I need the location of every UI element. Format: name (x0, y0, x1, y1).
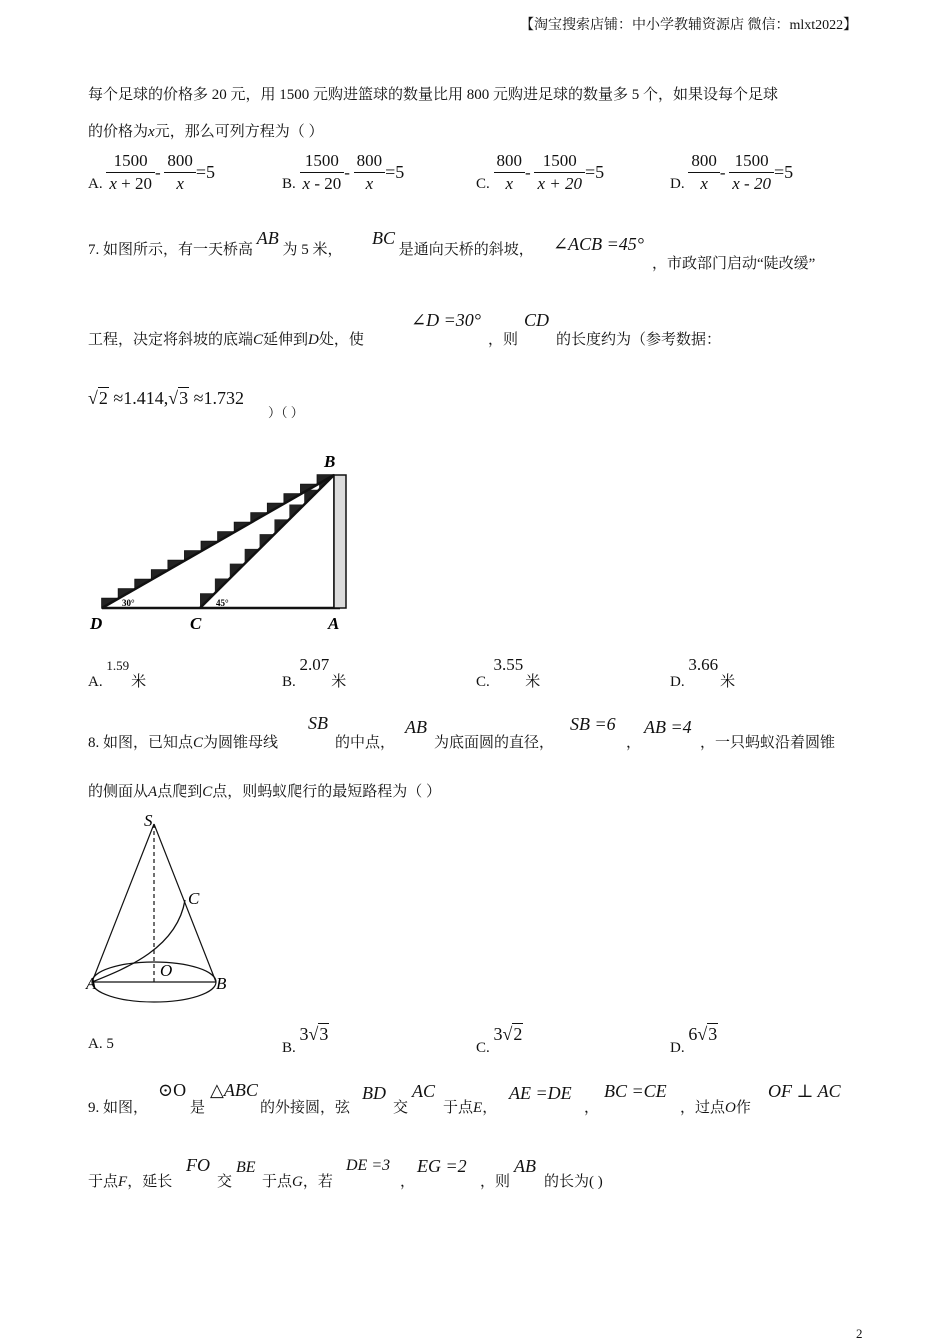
q9-line2b (262, 1170, 333, 1191)
den-expr: x + 20 (537, 174, 582, 193)
q7-angle-45-label: 45° (216, 598, 229, 608)
numerator: 1500 (106, 150, 155, 173)
q7-ref-end: ）（ ） (268, 405, 304, 420)
q8-p5: ，一只蚂蚁沿着圆锥 (700, 735, 836, 751)
minus-sign: - (154, 162, 161, 182)
q9-p2: 是 (190, 1100, 206, 1116)
q9-g: G (292, 1174, 303, 1190)
option-label: A. (88, 674, 103, 690)
q9-ae-de: AE =DE (509, 1083, 572, 1103)
den-expr: x (176, 174, 184, 193)
q7-option-b (282, 654, 347, 690)
q9-p14: ，若 (302, 1174, 333, 1190)
fraction-2 (729, 150, 774, 195)
minus-sign: - (525, 162, 531, 182)
q9-p9: 作 (735, 1100, 751, 1116)
q9-p16: ，则 (480, 1174, 511, 1190)
q8-c: C (193, 735, 204, 751)
q9-fo: FO (186, 1155, 210, 1175)
option-label: D. (670, 1040, 685, 1056)
option-label: D. (670, 674, 685, 690)
fraction-1 (106, 150, 155, 195)
q6-line2 (88, 120, 323, 141)
den-expr: x - 20 (732, 174, 771, 193)
q9-line1-o (680, 1096, 751, 1117)
equals-five: =5 (584, 162, 605, 182)
q8-option-d (670, 1024, 718, 1056)
q7-p8: ，则 (488, 332, 519, 348)
fraction-1 (494, 150, 526, 195)
q7-label-d: D (90, 614, 103, 633)
option-unit: 米 (525, 674, 541, 690)
equals-five: =5 (195, 162, 216, 182)
q8-p2: 为圆锥母线 (203, 735, 279, 751)
q6-var-x: x (148, 124, 155, 140)
q7-sqrt3: √3 (168, 388, 189, 408)
option-unit: 米 (131, 674, 147, 690)
q7-cd: CD (524, 310, 550, 330)
q7-label-b: B (324, 452, 336, 471)
q9-o: O (725, 1100, 736, 1116)
q8-comma: ， (626, 735, 642, 751)
q9-bc-ce: BC =CE (604, 1081, 667, 1101)
option-coef: 5 (106, 1036, 114, 1052)
q7-p6: 延伸到 (263, 332, 309, 348)
q9-f: F (118, 1174, 128, 1190)
q9-p1: 9. 如图， (88, 1100, 149, 1116)
q9-eg-eq: EG =2 (417, 1156, 467, 1176)
q9-circle-o: ⊙O (158, 1080, 187, 1100)
numerator: 800 (494, 150, 526, 173)
option-label: B. (282, 674, 296, 690)
q7-line2 (88, 328, 364, 349)
q8-p7: 点爬到 (157, 784, 203, 800)
q9-line1-e (443, 1096, 497, 1117)
q8-generatrix-sa (92, 824, 154, 982)
q7-label-a: A (328, 614, 340, 633)
q7-ab: AB (256, 228, 279, 248)
q7-label-c: C (190, 614, 202, 633)
q8-p6: 的侧面从 (88, 784, 149, 800)
minus-sign: - (719, 162, 726, 182)
q7-line1 (88, 228, 343, 259)
q7-p9: 的长度约为（参考数据： (556, 332, 722, 348)
q9-triangle: △ABC (210, 1080, 258, 1100)
q8-option-c (476, 1024, 523, 1056)
q9-p6: ， (482, 1100, 498, 1116)
q9-p13: 于点 (262, 1174, 293, 1190)
q6-line2a: 的价格为 (88, 124, 149, 140)
minus-sign: - (344, 162, 350, 182)
denominator (164, 173, 196, 195)
q8-line1a (88, 731, 278, 752)
q7-c: C (253, 332, 264, 348)
option-label: A. (88, 176, 103, 192)
option-label: C. (476, 674, 490, 690)
q9-e: E (473, 1100, 483, 1116)
q9-bd: BD (362, 1083, 386, 1103)
numerator: 1500 (534, 150, 585, 173)
q8-label-c: C (188, 889, 200, 908)
q7-p5: 工程，决定将斜坡的底端 (88, 332, 254, 348)
q6-option-b (282, 150, 404, 195)
q9-p11: ，延长 (127, 1174, 173, 1190)
q6-option-a (88, 150, 215, 195)
numerator: 800 (164, 150, 196, 173)
q9-line2a (88, 1170, 172, 1191)
numerator: 800 (354, 150, 386, 173)
q7-ref-d: ≈1.732 (193, 388, 245, 408)
option-label: A. (88, 1036, 103, 1052)
q8-label-b: B (216, 974, 227, 993)
option-label: C. (476, 1040, 490, 1056)
q6-line1: 每个足球的价格多 20 元，用 1500 元购进篮球的数量比用 800 元购进足球的数量多 5 个，如果设每个足球 (88, 87, 779, 103)
q7-line1b (372, 228, 534, 259)
den-var: x (302, 174, 311, 193)
radicand: 3 (319, 1024, 329, 1044)
page-number: 2 (856, 1326, 863, 1341)
option-value: 2.07 (299, 655, 330, 674)
option-coef: 3 (299, 1024, 309, 1044)
denominator (729, 173, 774, 195)
q8-line2 (88, 780, 441, 801)
q9-p15: ， (400, 1174, 416, 1190)
denominator (300, 173, 345, 195)
q6-line2b: 元，那么可列方程为（ ） (154, 124, 324, 140)
q7-p4: ，市政部门启动“陡改缓” (652, 256, 816, 272)
q7-bridge-pillar (334, 475, 346, 608)
option-label: D. (670, 176, 685, 192)
denominator (106, 173, 155, 195)
q8-p8: 点，则蚂蚁爬行的最短路程为（ ） (212, 784, 441, 800)
q8-p1: 8. 如图，已知点 (88, 735, 194, 751)
sqrt-symbol: √3 (697, 1024, 718, 1044)
q9-of-perp-ac: OF ⊥ AC (768, 1081, 841, 1101)
option-label: B. (282, 176, 296, 192)
q8-sb-eq: SB =6 (570, 714, 616, 734)
q7-d: D (308, 332, 319, 348)
q7-sqrt2: √2 (88, 388, 108, 408)
numerator: 1500 (300, 150, 345, 173)
q7-angle-d: ∠D =30° (411, 310, 481, 330)
q9-p3: 的外接圆，弦 (260, 1100, 351, 1116)
option-value: 3.55 (493, 655, 524, 674)
sqrt-symbol: √2 (502, 1024, 523, 1044)
q8-p3: 的中点， (335, 735, 396, 751)
equals-five: =5 (773, 162, 794, 182)
q6-option-c (476, 150, 604, 195)
q9-be: BE (236, 1159, 256, 1176)
fraction-2 (534, 150, 585, 195)
q8-label-s: S (144, 811, 153, 830)
q8-option-b (282, 1024, 329, 1056)
q8-p4: 为底面圆的直径， (434, 735, 555, 751)
option-coef: 3 (493, 1024, 503, 1044)
den-rest: + 20 (121, 174, 152, 193)
q9-p7: ， (584, 1100, 600, 1116)
denominator (354, 173, 386, 195)
q7-reference-data (88, 388, 244, 409)
denominator (534, 173, 585, 195)
q9-p12: 交 (217, 1174, 233, 1190)
option-unit: 米 (720, 674, 736, 690)
den-expr: x (365, 174, 374, 193)
den-var: x (700, 174, 708, 193)
fraction-1 (688, 150, 720, 195)
q7-angle-acb: ∠ACB =45° (553, 234, 644, 254)
option-coef: 6 (688, 1024, 698, 1044)
den-var: x (505, 174, 514, 193)
option-value: 1.59 (106, 658, 130, 673)
q9-ac: AC (412, 1081, 436, 1101)
q6-option-d (670, 150, 793, 195)
q8-label-o: O (160, 961, 173, 980)
fraction-1 (300, 150, 345, 195)
option-label: C. (476, 176, 490, 192)
q7-bc: BC (372, 228, 396, 248)
q9-p5: 于点 (443, 1100, 474, 1116)
q9-p4: 交 (393, 1100, 409, 1116)
q7-figure (88, 445, 363, 635)
q8-a: A (148, 784, 158, 800)
q7-p2: 为 5 米， (282, 242, 343, 258)
q7-angle-30-label: 30° (122, 598, 135, 608)
q9-ab: AB (514, 1156, 536, 1176)
option-value: 3.66 (688, 655, 719, 674)
numerator: 1500 (729, 150, 774, 173)
q7-ref-b: ≈1.414, (113, 388, 169, 408)
q8-ab: AB (405, 717, 427, 737)
q7-p7: 处，使 (318, 332, 364, 348)
q7-p3: 是通向天桥的斜坡， (398, 242, 534, 258)
option-unit: 米 (331, 674, 347, 690)
den-var: x (109, 174, 117, 193)
q8-sb: SB (308, 713, 328, 733)
q9-p8: ，过点 (680, 1100, 726, 1116)
radicand: 2 (513, 1024, 523, 1044)
denominator (688, 173, 720, 195)
option-label: B. (282, 1040, 296, 1056)
numerator: 800 (688, 150, 720, 173)
q9-p17: 的长为( ) (544, 1174, 603, 1190)
q8-figure (82, 808, 242, 1008)
q7-option-c (476, 654, 541, 690)
q8-option-a (88, 1036, 114, 1053)
equals-five: =5 (385, 162, 405, 182)
q7-option-d (670, 654, 736, 690)
q9-de-eq: DE =3 (346, 1157, 391, 1174)
radicand: 3 (708, 1024, 718, 1044)
fraction-2 (164, 150, 196, 195)
den-rest: - 20 (314, 174, 342, 193)
q8-ab-eq: AB =4 (644, 717, 692, 737)
q7-option-a (88, 654, 147, 690)
q8-label-a: A (86, 974, 97, 993)
q9-p10: 于点 (88, 1174, 119, 1190)
sqrt-symbol: √3 (308, 1024, 329, 1044)
fraction-2 (354, 150, 386, 195)
denominator (494, 173, 526, 195)
q7-p1: 7. 如图所示，有一天桥高 (88, 242, 254, 258)
q8-c2: C (202, 784, 213, 800)
page-header: 【淘宝搜索店铺：中小学教辅资源店 微信：mlxt2022】 (520, 18, 858, 33)
